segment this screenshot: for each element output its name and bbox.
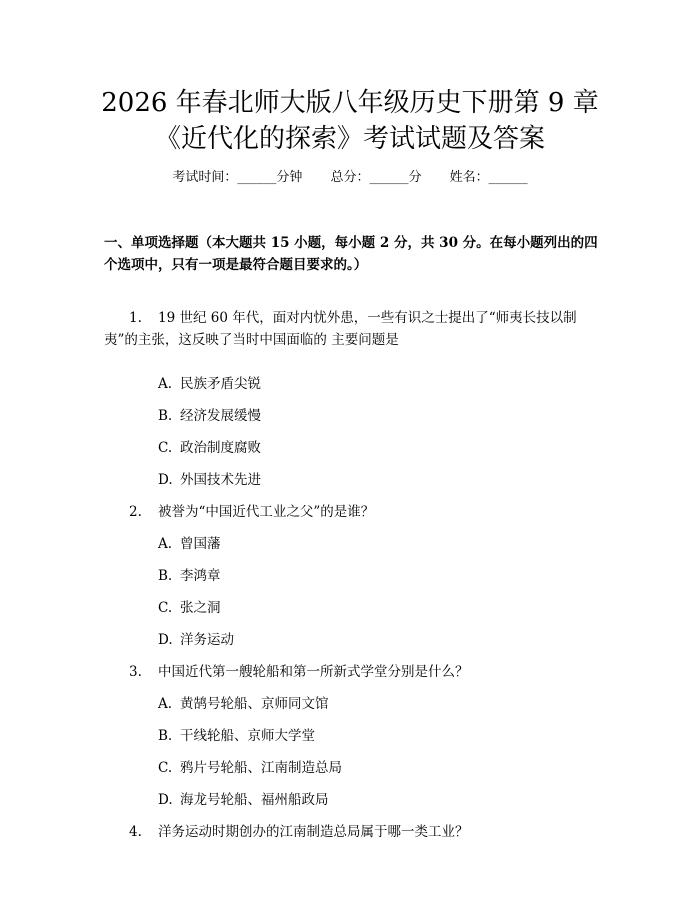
question-text: 19 世纪 60 年代，面对内忧外患，一些有识之士提出了“师夷长技以制 <box>158 310 577 326</box>
option-a <box>158 693 329 715</box>
option-text: 外国技术先进 <box>180 472 261 488</box>
question-text: 中国近代第一艘轮船和第一所新式学堂分别是什么？ <box>158 664 469 680</box>
question-text-continued: 夷”的主张，这反映了当时中国面临的 主要问题是 <box>104 332 399 348</box>
option-b <box>158 725 315 747</box>
option-text: 政治制度腐败 <box>180 440 261 456</box>
option-text: 经济发展缓慢 <box>180 408 261 424</box>
option-text: 黄鹄号轮船、京师同文馆 <box>180 696 329 712</box>
option-text: 干线轮船、京师大学堂 <box>180 728 315 744</box>
question-number: 1. <box>129 310 142 326</box>
option-text: 曾国藩 <box>180 536 221 552</box>
option-d <box>158 629 234 651</box>
option-b <box>158 405 261 427</box>
option-letter: B. <box>158 568 173 584</box>
option-letter: C. <box>158 440 173 456</box>
option-letter: A. <box>158 696 173 712</box>
option-letter: B. <box>158 728 173 744</box>
option-letter: A. <box>158 536 173 552</box>
option-a <box>158 373 261 395</box>
exam-time-field: 考试时间：______分钟 <box>172 170 303 185</box>
student-name-field: 姓名：______ <box>449 170 528 185</box>
question-number: 4. <box>129 824 142 840</box>
option-letter: A. <box>158 376 173 392</box>
option-text: 鸦片号轮船、江南制造总局 <box>180 760 342 776</box>
option-text: 张之洞 <box>180 600 221 616</box>
question-text: 被誉为“中国近代工业之父”的是谁？ <box>158 504 375 520</box>
page-title-line-1: 2026 年春北师大版八年级历史下册第 9 章 <box>101 88 599 118</box>
option-c <box>158 597 221 619</box>
option-d <box>158 789 329 811</box>
option-d <box>158 469 261 491</box>
option-b <box>158 565 221 587</box>
option-letter: C. <box>158 760 173 776</box>
option-text: 李鸿章 <box>180 568 221 584</box>
total-score-field: 总分：______分 <box>330 170 422 185</box>
option-c <box>158 757 342 779</box>
question-number: 2. <box>129 504 142 520</box>
option-text: 民族矛盾尖锐 <box>180 376 261 392</box>
option-a <box>158 533 221 555</box>
option-letter: D. <box>158 472 173 488</box>
section-heading: 一、单项选择题（本大题共 15 小题，每小题 2 分，共 30 分。在每小题列出的四个选项中，只有一项是最符合题目要求的。） <box>104 235 598 273</box>
question-number: 3. <box>129 664 142 680</box>
exam-meta <box>0 168 700 188</box>
option-text: 海龙号轮船、福州船政局 <box>180 792 329 808</box>
option-letter: C. <box>158 600 173 616</box>
option-letter: B. <box>158 408 173 424</box>
page-title-line-2: 《近代化的探索》考试试题及答案 <box>154 124 545 154</box>
option-c <box>158 437 261 459</box>
option-letter: D. <box>158 632 173 648</box>
question-text: 洋务运动时期创办的江南制造总局属于哪一类工业？ <box>158 824 469 840</box>
option-text: 洋务运动 <box>180 632 234 648</box>
option-letter: D. <box>158 792 173 808</box>
